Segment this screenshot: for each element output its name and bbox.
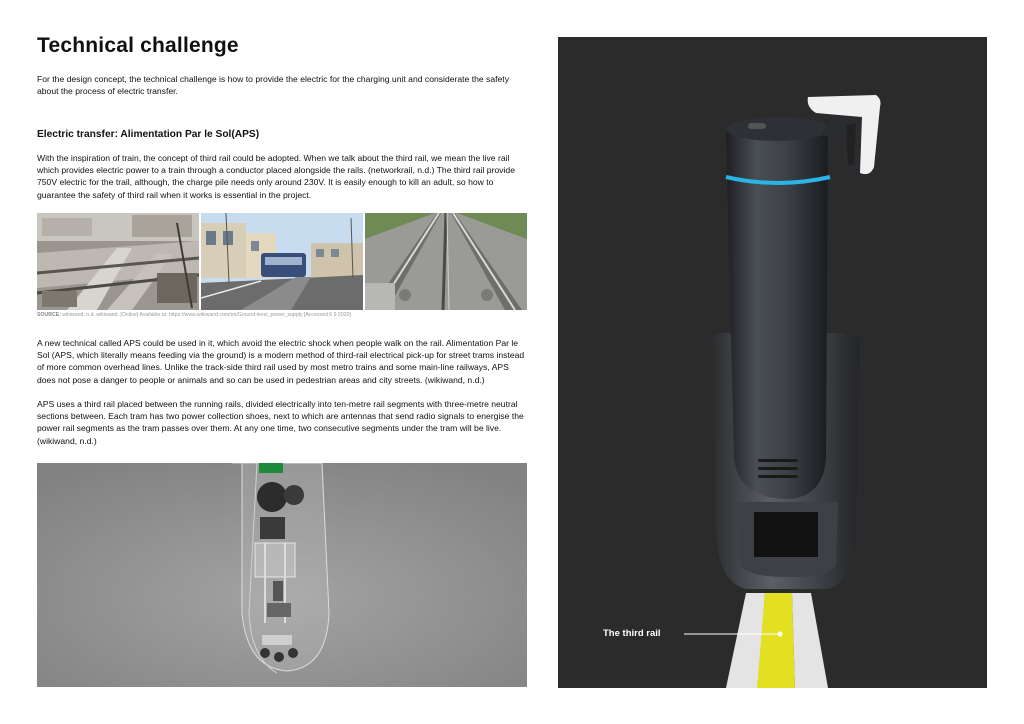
page-title: Technical challenge [37,34,239,57]
paragraph-aps-detail: APS uses a third rail placed between the running rails, divided electrically into ten-metre rail segments with three-metre neutral sections between. Each tram has two power collection shoes, next to which are antennas that send radio signals to energise the power rail segments as the tram passes over them. At any one time, two consecutive segments under the tram will be live. (wikiwand, n.d.) [37,399,524,446]
photo-rail-construction [37,213,199,310]
paragraph-third-rail: With the inspiration of train, the concept of third rail could be adopted. When we talk about the third rail, we mean the live rail which provides electric power to a train through a conductor placed alongside the rails. (networkrail, n.d.) The third rail provide 750V electric for the trail, although, the charge pile needs only around 230V. It is easily enough to kill an adult, so how to guarantee the safety of third rail when it works is essential in the project. [37,153,515,200]
render-charging-unit [558,37,987,688]
section-heading: Electric transfer: Alimentation Par le Sol(APS) [37,129,260,140]
source-label: SOURCE: [37,312,61,318]
third-rail-caption: The third rail [603,628,661,639]
photo-tram-street [201,213,363,310]
image-source-note [37,312,377,319]
render-internal-view [37,463,527,687]
paragraph-aps-intro: A new technical called APS could be used in it, which avoid the electric shock when people walk on the rail. Alimentation Par le Sol (APS, which literally means feeding via the ground) is a modern method of third-rail electrical pick-up for street trams instead of more common overhead lines. Unlike the track-side third rail used by most metro trains and some main-line railways, APS does not pose a danger to people or animals and so can be used in pedestrian areas and city streets. (wikiwand, n.d.) [37,338,525,385]
photo-aps-tracks [365,213,527,310]
source-text: wikiwand, n.d. wikiwand. [Online] Available at: https://www.wikiwand.com/en/Ground-level_power_supply [Accessed 6 9 2020] [62,312,351,318]
intro-paragraph: For the design concept, the technical challenge is how to provide the electric for the charging unit and considerate the safety about the process of electric transfer. [37,74,509,97]
